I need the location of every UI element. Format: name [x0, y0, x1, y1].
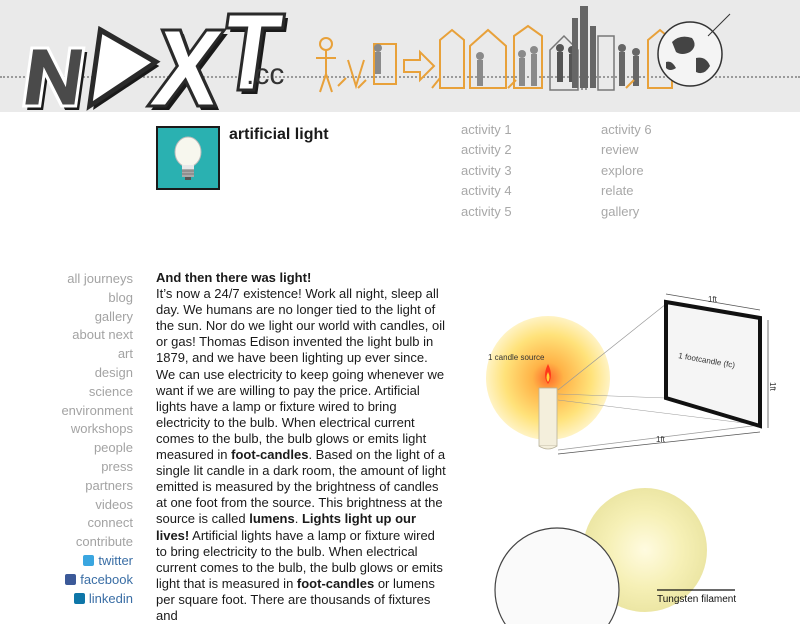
- text-run-4: Artificial lights have a lamp or fixture wired to bring electricity to the bulb. When electrical current comes to the bulb, the bulb glows or emits light that is measured in: [156, 527, 443, 591]
- nav-videos[interactable]: videos: [95, 496, 133, 512]
- logo-suffix: .cc: [246, 58, 285, 91]
- nav-gallery[interactable]: gallery: [94, 308, 133, 324]
- nav-contribute[interactable]: contribute: [75, 534, 133, 550]
- activity-3-link[interactable]: activity 3: [461, 162, 512, 178]
- nav-environment[interactable]: environment: [61, 402, 133, 418]
- site-header: [0, 0, 800, 112]
- bold-foot-candles-1: foot-candles: [231, 447, 309, 463]
- bold-lumens: lumens: [249, 511, 295, 527]
- article-heading: And then there was light!: [156, 270, 312, 285]
- filament-label: Tungsten filament: [657, 594, 737, 605]
- nav-science[interactable]: science: [88, 383, 133, 399]
- relate-link[interactable]: relate: [601, 183, 634, 199]
- next-logo[interactable]: [8, 4, 308, 114]
- footcandle-label: 1 footcandle (fc): [677, 351, 736, 370]
- review-link[interactable]: review: [601, 142, 639, 158]
- left-nav: [20, 270, 133, 608]
- activity-1-link[interactable]: activity 1: [461, 122, 512, 137]
- linkedin-icon: [74, 593, 85, 604]
- dimension-bottom: 1ft: [656, 435, 665, 444]
- footcandle-diagram: [478, 290, 778, 465]
- nav-partners[interactable]: partners: [85, 477, 133, 493]
- explore-link[interactable]: explore: [601, 162, 644, 178]
- nav-facebook[interactable]: [20, 571, 133, 590]
- bold-lights-light-up: Lights light up our lives!: [156, 511, 417, 543]
- linkedin-label: linkedin: [88, 590, 133, 606]
- twitter-icon: [83, 555, 94, 566]
- nav-people[interactable]: people: [93, 440, 133, 456]
- gallery-link[interactable]: gallery: [601, 203, 640, 219]
- bulb-diagram: [495, 490, 795, 605]
- activities-column-1: [461, 120, 512, 222]
- activity-6-link[interactable]: activity 6: [601, 122, 652, 137]
- candle-source-label: 1 candle source: [488, 353, 545, 362]
- nav-twitter[interactable]: [20, 552, 133, 571]
- text-run-1: It’s now a 24/7 existence! Work all night, sleep all day. We humans are no longer tied to the light of the sun. Nor do we light our world with candles, oil or gas! Thomas Edison invented the light bulb in 1879, and we have been lighting up ever since. We can use electricity to keep going whenever we want if we are willing to pay the price. Artificial lights have a lamp or fixture wired to bring electricity to the bulb. When electrical current comes to the bulb, the bulb glows or emits light measured in: [156, 286, 446, 463]
- text-run-2: . Based on the light of a single lit candle in a dark room, the amount of light emitted is measured by the brightness of candles at one foot from the source. This brightness at the source is called: [156, 447, 446, 527]
- globe-icon: [652, 12, 732, 92]
- nav-press[interactable]: press: [101, 458, 133, 474]
- facebook-icon: [65, 574, 76, 585]
- text-run-3: .: [294, 511, 302, 527]
- page-title: artificial light: [229, 126, 329, 143]
- twitter-label: twitter: [98, 552, 133, 568]
- nav-workshops[interactable]: workshops: [70, 421, 133, 437]
- activities-column-2: [601, 120, 652, 222]
- text-run-5: or lumens per square foot. There are thousands of fixtures and: [156, 575, 435, 623]
- nav-linkedin[interactable]: [20, 590, 133, 609]
- nav-art[interactable]: art: [117, 346, 133, 362]
- article-paragraph: [156, 286, 446, 624]
- dimension-top: 1ft: [708, 295, 717, 304]
- nav-about-next[interactable]: about next: [72, 327, 133, 343]
- activity-2-link[interactable]: activity 2: [461, 142, 512, 158]
- nav-blog[interactable]: blog: [108, 289, 133, 305]
- dimension-right: 1ft: [768, 382, 777, 391]
- nav-connect[interactable]: connect: [87, 515, 133, 531]
- article-body: [156, 270, 446, 624]
- activity-4-link[interactable]: activity 4: [461, 183, 512, 199]
- nav-design[interactable]: design: [94, 364, 133, 380]
- bold-foot-candles-2: foot-candles: [296, 575, 375, 591]
- nav-all-journeys[interactable]: all journeys: [67, 271, 133, 286]
- light-bulb-icon: [156, 126, 220, 190]
- activity-5-link[interactable]: activity 5: [461, 203, 512, 219]
- facebook-label: facebook: [80, 571, 133, 587]
